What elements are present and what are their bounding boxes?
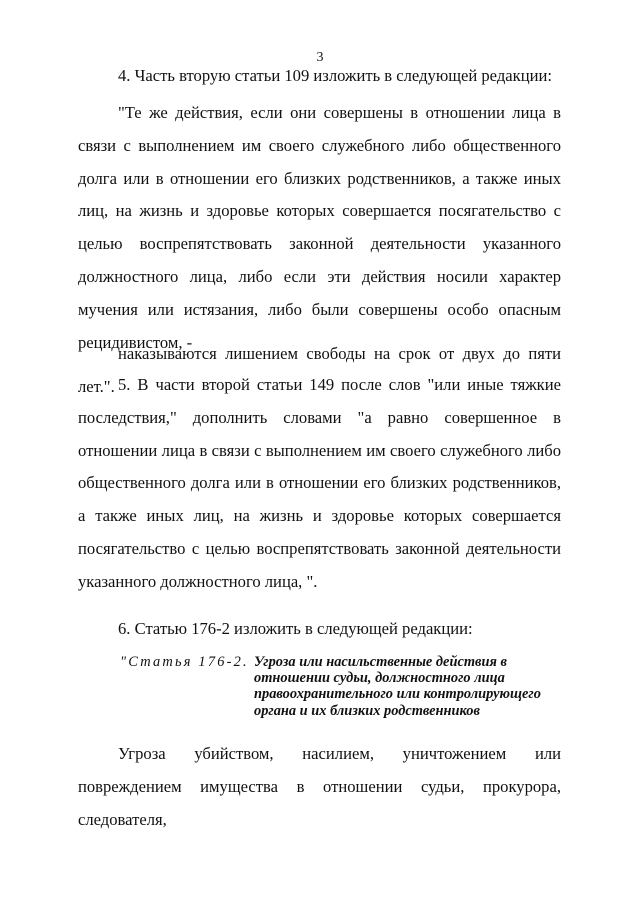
article-title-line: правоохранительного или контролирующего — [254, 686, 541, 703]
paragraph-item-5: 5. В части второй статьи 149 после слов "или иные тяжкие последствия," дополнить словами "а равно совершенное в отношении лица в связи с выполнением им своего служебного либо общественного долга или в отношении его близких родственников, а также иных лиц, на жизнь и здоровье которых совершается посягательство с целью воспрепятствовать законной деятельности указанного должностного лица, ". — [78, 375, 561, 591]
article-title-line: отношении судьи, должностного лица — [254, 670, 505, 687]
paragraph-punishment: наказываются лишением свободы на срок от двух до пяти лет.". — [78, 344, 561, 396]
paragraph-quoted-part-two: "Те же действия, если они совершены в отношении лица в связи с выполнением им своего служебного либо общественного долга или в отношении его близких родственников, а также иных лиц, на жизнь и здоровье которых совершается посягательство с целью воспрепятствовать законной деятельности указанного должностного лица, либо если эти действия носили характер мучения или истязания, либо были совершены особо опасным рецидивистом, - — [78, 103, 561, 352]
article-label: "Статья 176-2. — [120, 654, 249, 670]
paragraph-item-4: 4. Часть вторую статьи 109 изложить в следующей редакции: — [118, 66, 552, 85]
article-title-line: органа и их близких родственников — [254, 702, 480, 719]
article-title-line: Угроза или насильственные действия в — [254, 654, 507, 670]
paragraph-item-6: 6. Статью 176-2 изложить в следующей редакции: — [118, 619, 473, 638]
paragraph-article-text: Угроза убийством, насилием, уничтожением или повреждением имущества в отношении судьи, прокурора, следователя, — [78, 744, 561, 829]
article-title — [254, 654, 560, 719]
page-number: 3 — [316, 50, 324, 65]
